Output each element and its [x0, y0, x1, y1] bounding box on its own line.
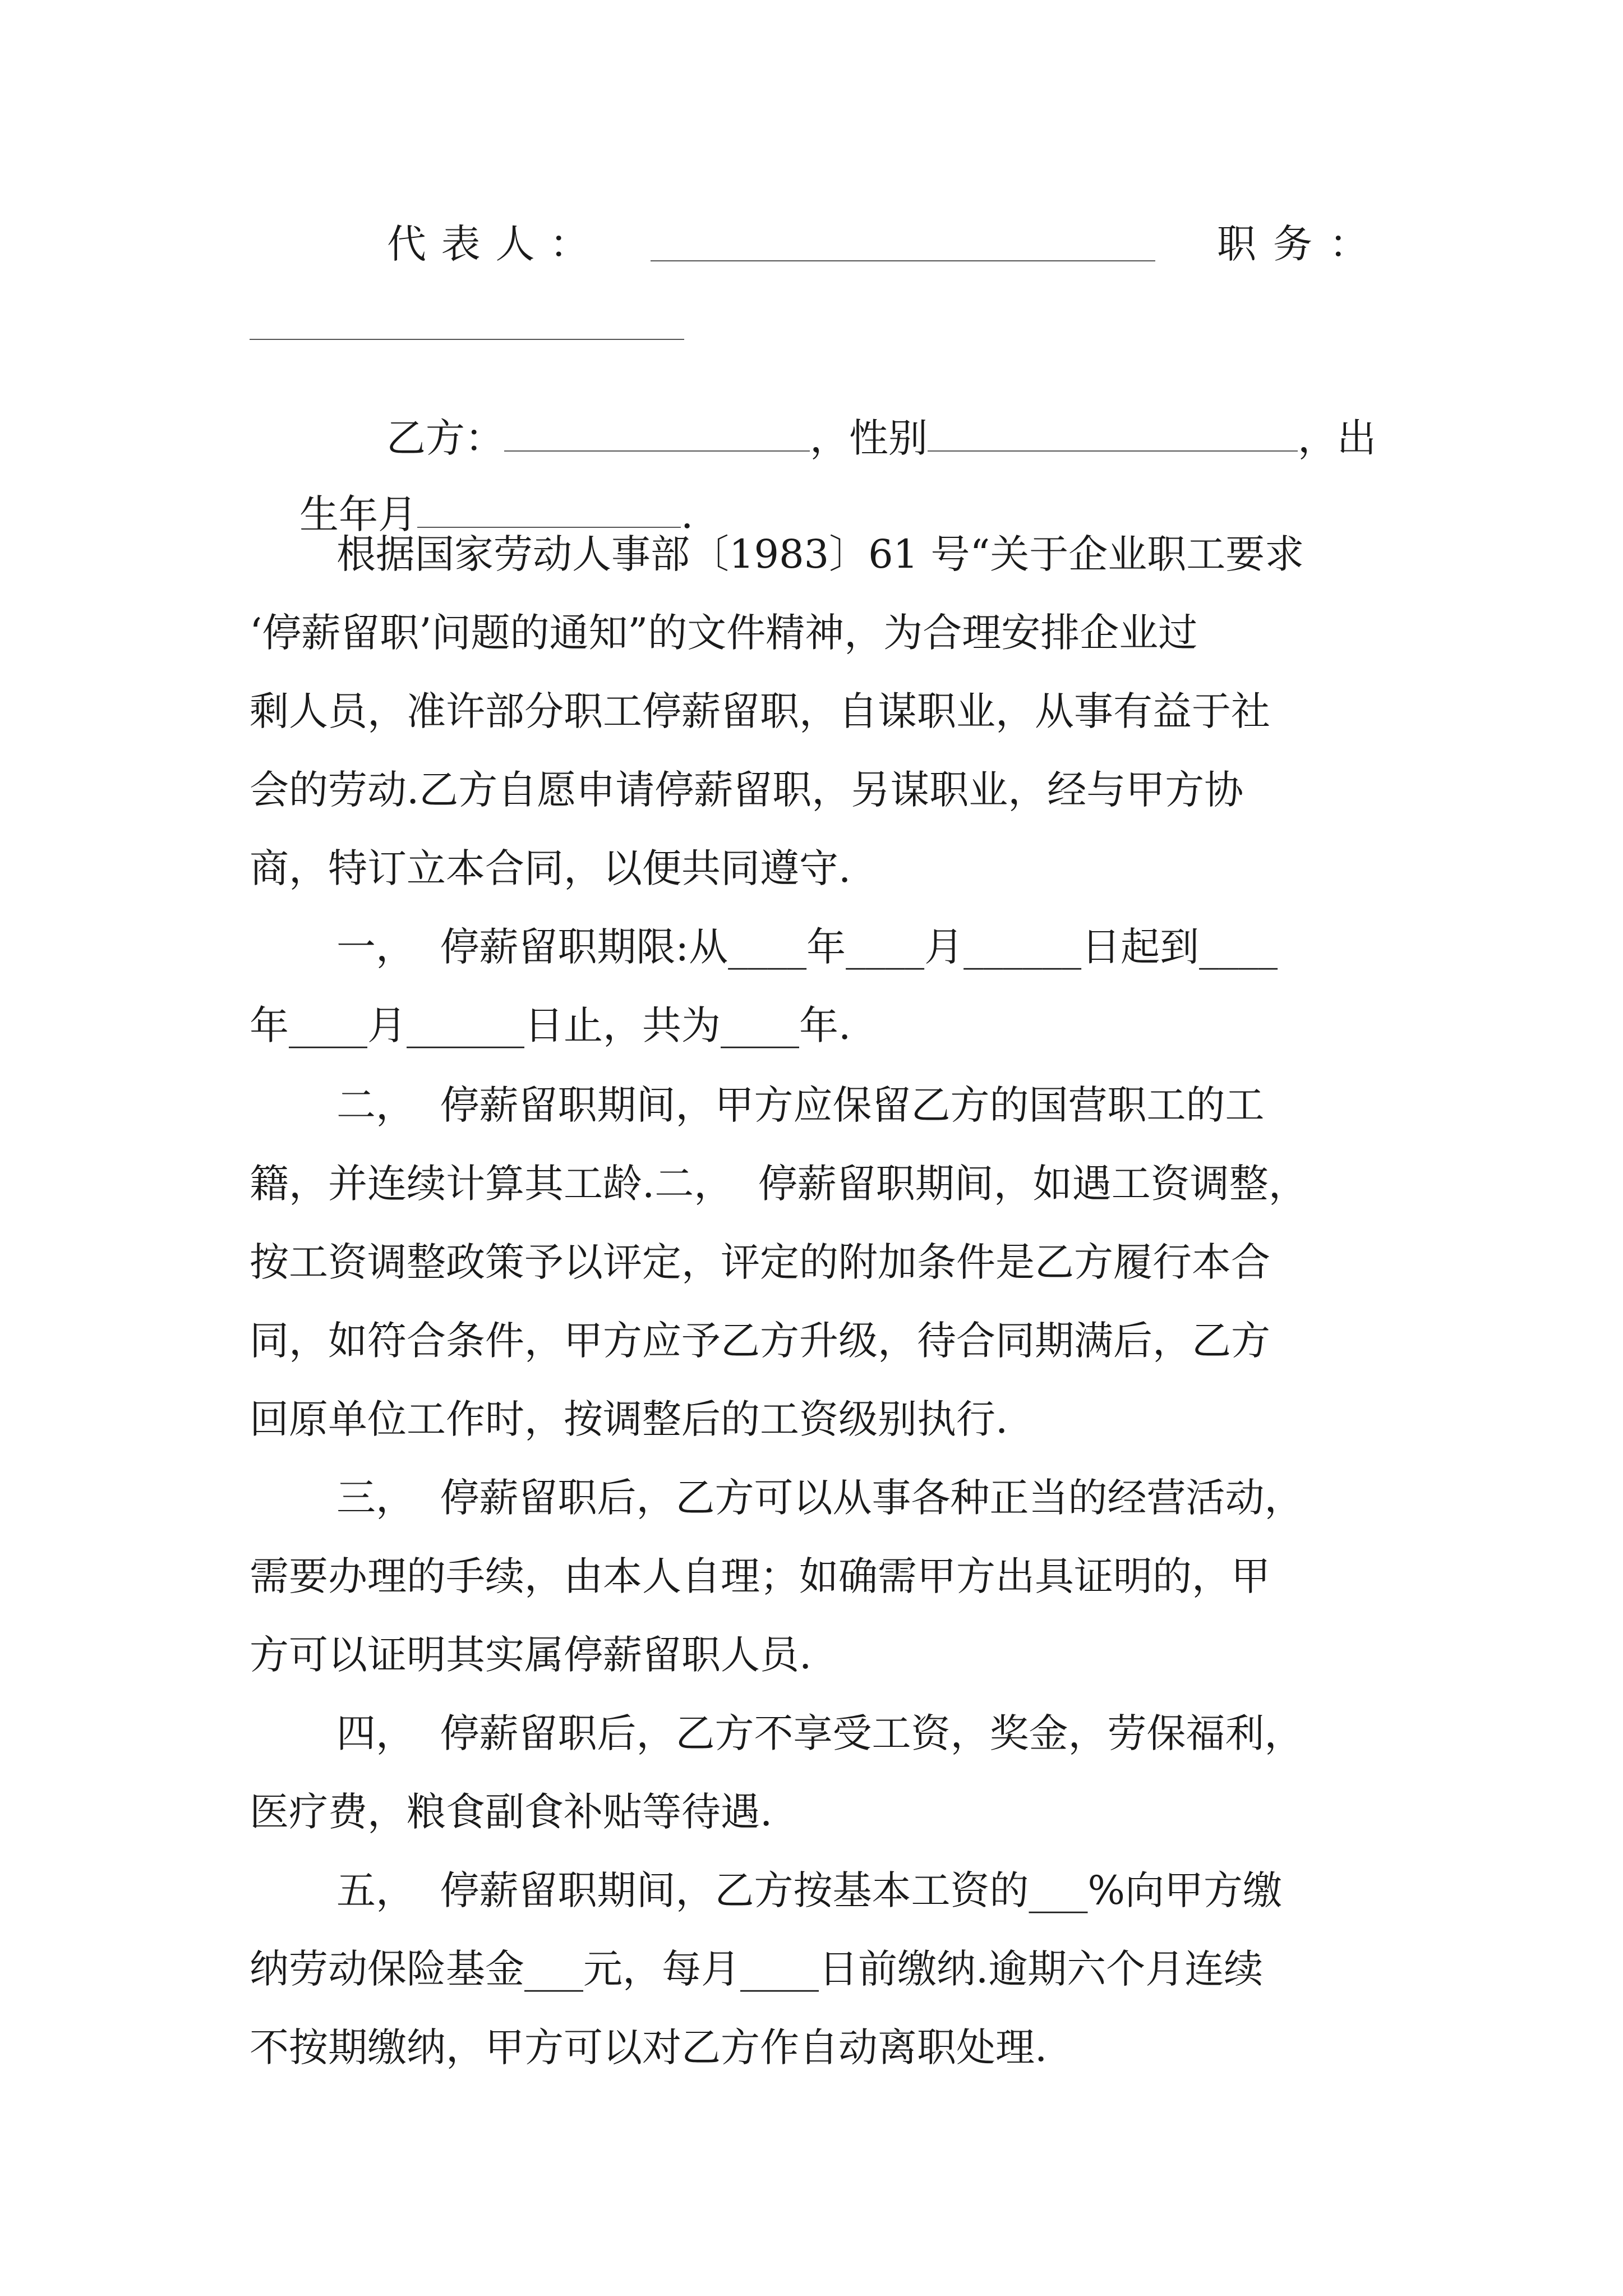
clause-3-line-3: 方可以证明其实属停薪留职人员. [250, 1632, 812, 1678]
party-b-name-blank [504, 419, 810, 452]
clause-1-line-1: 一， 停薪留职期限:从____年____月______日起到____ [336, 924, 1278, 970]
position-label: 职 务 ： [1217, 221, 1368, 267]
clause-2-line-3: 按工资调整政策予以评定，评定的附加条件是乙方履行本合 [250, 1239, 1270, 1285]
clause-5-line-3: 不按期缴纳，甲方可以对乙方作自动离职处理. [250, 2024, 1048, 2070]
clause-4-line-1: 四， 停薪留职后，乙方不享受工资，奖金，劳保福利， [336, 1710, 1304, 1756]
clause-2-line-2: 籍，并连续计算其工龄.二， 停薪留职期间，如遇工资调整， [250, 1161, 1308, 1207]
intro-line-1: 根据国家劳动人事部〔1983〕61 号“关于企业职工要求 [336, 531, 1304, 577]
birth-label: 生年月 [299, 491, 418, 537]
clause-2-line-5: 回原单位工作时，按调整后的工资级别执行. [250, 1396, 1008, 1442]
clause-2-line-1: 二， 停薪留职期间，甲方应保留乙方的国营职工的工 [336, 1082, 1265, 1128]
clause-5-line-1: 五， 停薪留职期间，乙方按基本工资的___%向甲方缴 [336, 1867, 1283, 1913]
representative-label: 代 表 人 ： [387, 221, 589, 267]
intro-line-4: 会的劳动.乙方自愿申请停薪留职，另谋职业，经与甲方协 [250, 767, 1244, 813]
gender-blank [928, 419, 1298, 452]
representative-blank [651, 260, 1155, 261]
intro-line-5: 商，特订立本合同，以便共同遵守. [250, 845, 851, 891]
intro-line-2: ‘停薪留职’问题的通知”的文件精神，为合理安排企业过 [250, 610, 1198, 656]
clause-2-line-4: 同，如符合条件，甲方应予乙方升级，待合同期满后，乙方 [250, 1318, 1270, 1364]
intro-line-3: 剩人员，准许部分职工停薪留职，自谋职业，从事有益于社 [250, 688, 1270, 734]
clause-3-line-2: 需要办理的手续，由本人自理；如确需甲方出具证明的，甲 [250, 1553, 1270, 1599]
birth-line: 生年月 . [299, 491, 694, 537]
birth-label-start: ，出 [1298, 415, 1377, 461]
birth-blank [417, 495, 681, 528]
party-b-label: 乙方： [386, 415, 505, 461]
clause-1-line-2: 年____月______日止，共为____年. [250, 1002, 851, 1048]
clause-4-line-2: 医疗费，粮食副食补贴等待遇. [250, 1789, 773, 1835]
position-blank [250, 339, 684, 340]
gender-label: ，性别 [810, 415, 928, 461]
clause-3-line-1: 三， 停薪留职后，乙方可以从事各种正当的经营活动， [336, 1475, 1304, 1521]
clause-5-line-2: 纳劳动保险基金___元，每月____日前缴纳.逾期六个月连续 [250, 1946, 1264, 1992]
